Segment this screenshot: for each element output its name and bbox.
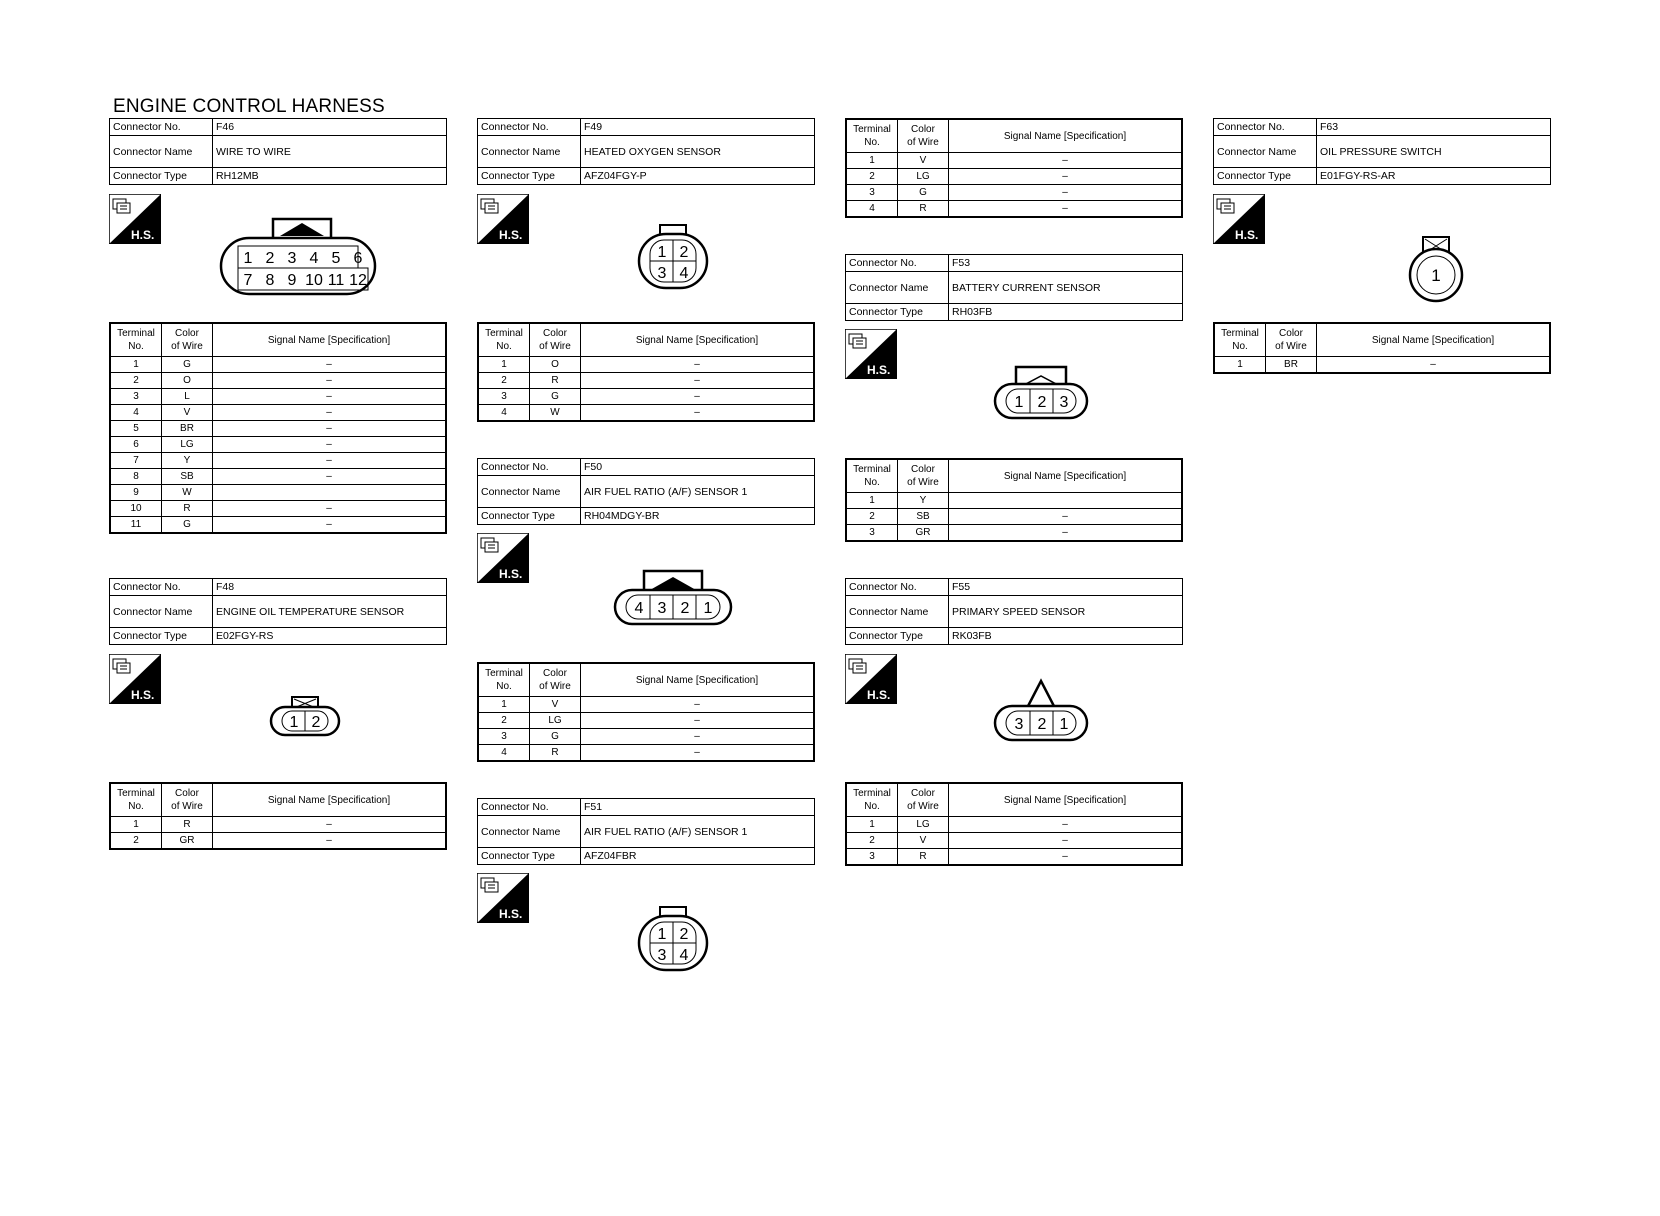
connector-face-f51 [636,904,710,972]
wire-color-cell: V [162,405,213,421]
pin-label: 2 [1037,716,1047,733]
pin-label: 4 [679,265,689,282]
pin-label: 3 [657,600,667,617]
connector-name-value: PRIMARY SPEED SENSOR [949,596,1183,628]
connector-no-value: F63 [1317,119,1551,136]
harness-side-icon [845,329,897,379]
table-row [110,389,446,405]
signal-cell: – [949,525,1183,542]
pin-label: 4 [634,600,644,617]
wire-color-cell: R [162,817,213,833]
connector-no-label: Connector No. [846,255,949,272]
connector-type-value: RH03FB [949,304,1183,321]
connector-name-value: BATTERY CURRENT SENSOR [949,272,1183,304]
connector-face-f49 [636,222,710,290]
color-header: Color of Wire [898,119,949,153]
pin-label: 7 [243,272,253,289]
connector-name-label: Connector Name [846,596,949,628]
terminal-cell: 9 [110,485,162,501]
signal-header: Signal Name [Specification] [949,119,1183,153]
pin-label: 12 [349,272,367,289]
connector-block-f55 [845,578,1183,645]
terminal-cell: 4 [846,201,898,218]
pin-label: 11 [327,272,345,289]
signal-cell: – [581,389,815,405]
terminal-cell: 4 [478,745,530,762]
connector-type-value: E02FGY-RS [213,628,447,645]
terminal-cell: 3 [478,389,530,405]
table-row [846,817,1182,833]
signal-cell: – [213,421,447,437]
signal-cell: – [581,729,815,745]
connector-no-label: Connector No. [110,119,213,136]
wire-color-cell: LG [162,437,213,453]
wire-color-cell: W [162,485,213,501]
signal-cell: – [213,469,447,485]
signal-cell: – [949,833,1183,849]
signal-header: Signal Name [Specification] [949,783,1183,817]
harness-side-icon [845,654,897,704]
table-row [478,713,814,729]
wire-color-cell: W [530,405,581,422]
table-row [110,357,446,373]
color-header: Color of Wire [530,663,581,697]
signal-cell: – [949,153,1183,169]
svg-text:H.S.: H.S. [131,228,155,242]
terminal-cell: 3 [846,849,898,866]
connector-block-f48 [109,578,447,645]
table-row [846,153,1182,169]
pin-label: 6 [353,250,363,267]
signal-header: Signal Name [Specification] [581,323,815,357]
connector-type-value: RH12MB [213,168,447,185]
wire-color-cell: SB [898,509,949,525]
connector-face-f46 [218,216,378,298]
terminal-cell: 11 [110,517,162,534]
terminal-cell: 1 [478,357,530,373]
signal-header: Signal Name [Specification] [949,459,1183,493]
harness-side-icon [477,194,529,244]
connector-no-label: Connector No. [478,799,581,816]
pin-table-f48 [109,782,447,850]
terminal-header: Terminal No. [846,783,898,817]
connector-face-f53 [992,364,1090,422]
signal-cell: – [1317,357,1551,374]
connector-block-f53 [845,254,1183,321]
connector-info-table [109,118,447,185]
connector-type-value: RH04MDGY-BR [581,508,815,525]
wire-color-cell: G [530,729,581,745]
connector-type-value: RK03FB [949,628,1183,645]
connector-type-label: Connector Type [110,168,213,185]
signal-cell: – [949,817,1183,833]
terminal-cell: 2 [478,373,530,389]
wire-color-cell: GR [898,525,949,542]
connector-no-label: Connector No. [478,119,581,136]
connector-no-value: F48 [213,579,447,596]
pin-label: 9 [287,272,297,289]
harness-side-icon [1213,194,1265,244]
pin-label: 2 [1037,394,1047,411]
terminal-header: Terminal No. [846,119,898,153]
color-header: Color of Wire [1266,323,1317,357]
terminal-cell: 2 [846,169,898,185]
wire-color-cell: LG [530,713,581,729]
pin-label: 3 [1014,716,1024,733]
connector-face-f55 [992,678,1090,744]
connector-type-value: AFZ04FGY-P [581,168,815,185]
pin-table-f50 [477,662,815,762]
terminal-cell: 1 [478,697,530,713]
color-header: Color of Wire [898,459,949,493]
pin-label: 3 [1059,394,1069,411]
table-row [110,517,446,534]
connector-name-label: Connector Name [110,596,213,628]
pin-table-f53 [845,458,1183,542]
signal-header: Signal Name [Specification] [213,783,447,817]
signal-cell: – [581,405,815,422]
signal-header: Signal Name [Specification] [213,323,447,357]
color-header: Color of Wire [530,323,581,357]
table-row [478,745,814,762]
pin-label: 3 [657,265,667,282]
signal-cell: – [949,849,1183,866]
terminal-cell: 2 [478,713,530,729]
table-row [478,373,814,389]
terminal-cell: 1 [846,153,898,169]
pin-label: 4 [309,250,319,267]
wire-color-cell: Y [898,493,949,509]
terminal-cell: 3 [846,525,898,542]
terminal-cell: 8 [110,469,162,485]
pin-table-f51 [845,118,1183,218]
signal-header: Signal Name [Specification] [581,663,815,697]
pin-table-f46 [109,322,447,534]
connector-block-f46 [109,118,447,185]
wire-color-cell: R [162,501,213,517]
connector-name-value: HEATED OXYGEN SENSOR [581,136,815,168]
wire-color-cell: SB [162,469,213,485]
pin-label: 2 [680,600,690,617]
pin-label: 2 [679,926,689,943]
connector-type-label: Connector Type [110,628,213,645]
connector-no-value: F46 [213,119,447,136]
connector-block-f51 [477,798,815,865]
wire-color-cell: G [530,389,581,405]
pin-label: 1 [1431,266,1441,285]
terminal-cell: 3 [846,185,898,201]
connector-no-value: F53 [949,255,1183,272]
terminal-cell: 3 [110,389,162,405]
terminal-cell: 2 [846,509,898,525]
connector-type-value: AFZ04FBR [581,848,815,865]
signal-cell: – [213,405,447,421]
pin-label: 1 [1014,394,1024,411]
wire-color-cell: LG [898,817,949,833]
connector-no-label: Connector No. [846,579,949,596]
table-row [110,437,446,453]
signal-cell: – [949,169,1183,185]
table-row [478,729,814,745]
signal-cell: – [213,373,447,389]
connector-no-value: F51 [581,799,815,816]
wire-color-cell: BR [162,421,213,437]
terminal-header: Terminal No. [478,323,530,357]
pin-table-f55 [845,782,1183,866]
wire-color-cell: G [162,357,213,373]
signal-cell: – [581,713,815,729]
wire-color-cell: V [898,833,949,849]
svg-text:H.S.: H.S. [499,228,523,242]
table-row [110,501,446,517]
table-row [110,485,446,501]
connector-type-label: Connector Type [478,848,581,865]
table-row [110,405,446,421]
connector-name-label: Connector Name [478,136,581,168]
connector-type-label: Connector Type [478,508,581,525]
pin-table-f49 [477,322,815,422]
color-header: Color of Wire [162,783,213,817]
terminal-cell: 10 [110,501,162,517]
table-row [846,169,1182,185]
connector-block-f63 [1213,118,1551,185]
signal-cell: – [213,833,447,850]
connector-type-value: E01FGY-RS-AR [1317,168,1551,185]
table-row [478,357,814,373]
table-row [478,405,814,422]
terminal-cell: 5 [110,421,162,437]
svg-text:H.S.: H.S. [867,363,891,377]
wire-color-cell: G [162,517,213,534]
signal-cell: – [581,745,815,762]
connector-face-f50 [612,568,734,628]
table-row [110,469,446,485]
page-title: ENGINE CONTROL HARNESS [113,96,385,117]
connector-name-label: Connector Name [110,136,213,168]
pin-label: 2 [311,714,321,731]
connector-name-label: Connector Name [478,816,581,848]
pin-label: 1 [657,244,667,261]
table-row [110,373,446,389]
terminal-cell: 1 [846,493,898,509]
connector-face-f63 [1406,234,1466,304]
connector-no-label: Connector No. [1214,119,1317,136]
wire-color-cell: R [530,745,581,762]
pin-label: 2 [679,244,689,261]
wire-color-cell: L [162,389,213,405]
connector-no-value: F50 [581,459,815,476]
terminal-header: Terminal No. [1214,323,1266,357]
table-row [110,421,446,437]
table-row [110,453,446,469]
wire-color-cell: LG [898,169,949,185]
terminal-header: Terminal No. [846,459,898,493]
terminal-cell: 1 [110,817,162,833]
wire-color-cell: O [162,373,213,389]
terminal-cell: 1 [110,357,162,373]
signal-cell: – [581,357,815,373]
signal-cell [213,485,447,501]
signal-cell: – [949,201,1183,218]
pin-label: 1 [1059,716,1069,733]
signal-cell: – [949,185,1183,201]
connector-block-f49 [477,118,815,185]
terminal-cell: 2 [846,833,898,849]
wire-color-cell: Y [162,453,213,469]
terminal-cell: 7 [110,453,162,469]
terminal-cell: 1 [1214,357,1266,374]
connector-name-value: AIR FUEL RATIO (A/F) SENSOR 1 [581,476,815,508]
terminal-cell: 4 [110,405,162,421]
svg-text:H.S.: H.S. [499,567,523,581]
signal-cell: – [213,437,447,453]
terminal-header: Terminal No. [110,323,162,357]
table-row [110,817,446,833]
signal-header: Signal Name [Specification] [1317,323,1551,357]
table-row [846,849,1182,866]
table-row [478,389,814,405]
table-row [846,525,1182,542]
connector-name-value: WIRE TO WIRE [213,136,447,168]
table-row [846,201,1182,218]
svg-text:H.S.: H.S. [867,688,891,702]
signal-cell: – [213,453,447,469]
table-row [846,833,1182,849]
harness-side-icon [477,873,529,923]
terminal-cell: 1 [846,817,898,833]
wire-color-cell: GR [162,833,213,850]
connector-name-label: Connector Name [478,476,581,508]
pin-table-f63 [1213,322,1551,374]
connector-face-f48 [268,694,342,738]
pin-label: 8 [265,272,275,289]
table-row [846,185,1182,201]
color-header: Color of Wire [898,783,949,817]
connector-type-label: Connector Type [846,304,949,321]
signal-cell: – [213,817,447,833]
pin-label: 10 [305,272,323,289]
terminal-header: Terminal No. [110,783,162,817]
signal-cell: – [213,517,447,534]
svg-text:H.S.: H.S. [499,907,523,921]
table-row [1214,357,1550,374]
harness-side-icon [109,194,161,244]
wire-color-cell: V [530,697,581,713]
connector-type-label: Connector Type [478,168,581,185]
connector-name-label: Connector Name [846,272,949,304]
wire-color-cell: R [898,201,949,218]
pin-label: 4 [679,947,689,964]
wire-color-cell: V [898,153,949,169]
connector-name-value: OIL PRESSURE SWITCH [1317,136,1551,168]
pin-label: 1 [703,600,713,617]
connector-no-value: F49 [581,119,815,136]
terminal-cell: 3 [478,729,530,745]
wire-color-cell: R [898,849,949,866]
signal-cell: – [213,501,447,517]
terminal-cell: 2 [110,833,162,850]
pin-label: 1 [243,250,253,267]
pin-label: 3 [287,250,297,267]
table-row [846,493,1182,509]
connector-type-label: Connector Type [1214,168,1317,185]
connector-no-label: Connector No. [110,579,213,596]
connector-name-value: AIR FUEL RATIO (A/F) SENSOR 1 [581,816,815,848]
signal-cell: – [581,373,815,389]
connector-no-value: F55 [949,579,1183,596]
signal-cell [949,493,1183,509]
connector-block-f50 [477,458,815,525]
connector-name-label: Connector Name [1214,136,1317,168]
pin-label: 5 [331,250,341,267]
signal-cell: – [949,509,1183,525]
table-row [846,509,1182,525]
wire-color-cell: G [898,185,949,201]
signal-cell: – [581,697,815,713]
wire-color-cell: BR [1266,357,1317,374]
harness-side-icon [109,654,161,704]
pin-label: 1 [289,714,299,731]
connector-type-label: Connector Type [846,628,949,645]
signal-cell: – [213,357,447,373]
harness-side-icon [477,533,529,583]
svg-text:H.S.: H.S. [1235,228,1259,242]
terminal-header: Terminal No. [478,663,530,697]
connector-name-value: ENGINE OIL TEMPERATURE SENSOR [213,596,447,628]
color-header: Color of Wire [162,323,213,357]
svg-text:H.S.: H.S. [131,688,155,702]
pin-label: 1 [657,926,667,943]
wire-color-cell: O [530,357,581,373]
terminal-cell: 4 [478,405,530,422]
terminal-cell: 6 [110,437,162,453]
table-row [110,833,446,850]
table-row [478,697,814,713]
wire-color-cell: R [530,373,581,389]
connector-no-label: Connector No. [478,459,581,476]
pin-label: 2 [265,250,275,267]
signal-cell: – [213,389,447,405]
pin-label: 3 [657,947,667,964]
terminal-cell: 2 [110,373,162,389]
